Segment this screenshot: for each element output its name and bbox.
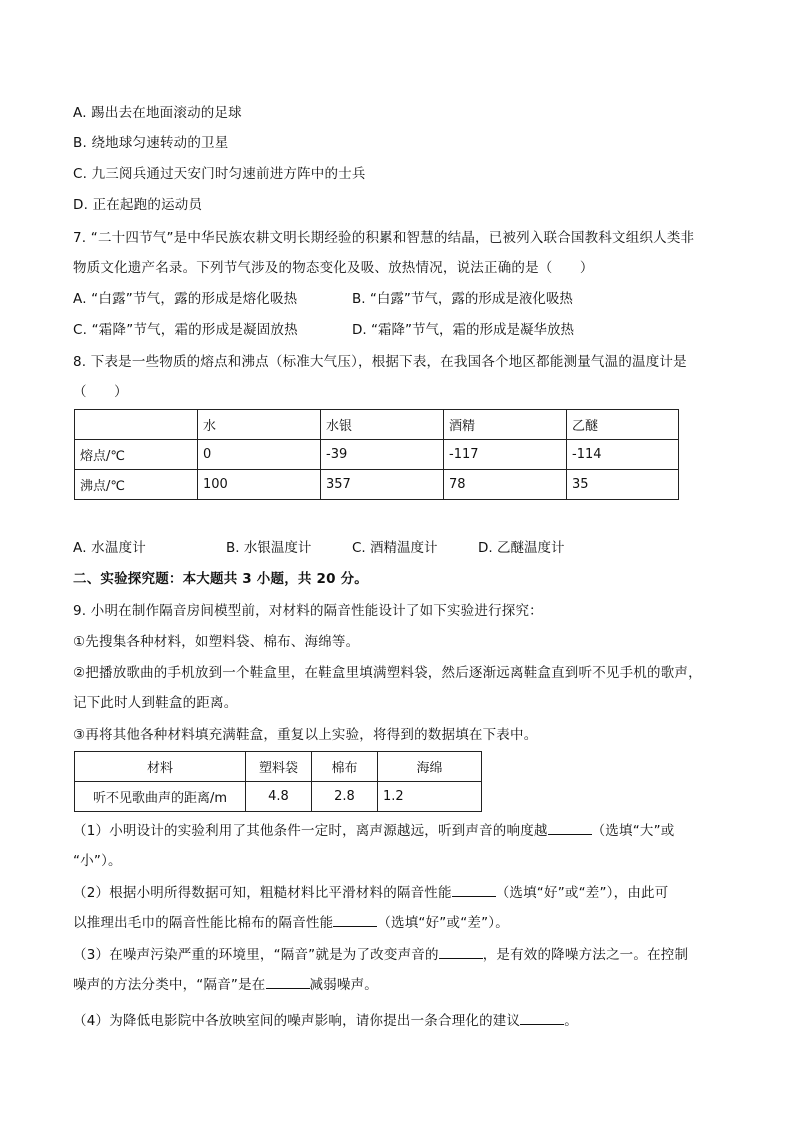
q9-part2-text-d: （选填“好”或“差”）。	[377, 915, 509, 931]
q6-option-b: B. 绕地球匀速转动的卫星	[73, 135, 229, 151]
q9-part1-text-a: （1）小明设计的实验利用了其他条件一定时，离声源越远，听到声音的响度越	[73, 823, 548, 839]
q7-option-d: D. “霜降”节气，霜的形成是凝华放热	[352, 322, 574, 338]
q7-option-c: C. “霜降”节气，霜的形成是凝固放热	[73, 322, 298, 338]
q8-option-d: D. 乙醚温度计	[478, 540, 565, 556]
table-header-row	[75, 752, 482, 782]
table-cell: 海绵	[378, 752, 482, 782]
q6-option-a: A. 踢出去在地面滚动的足球	[73, 105, 242, 121]
q9-part2-line2	[73, 914, 509, 932]
table-cell: 35	[567, 470, 679, 500]
q8-stem-line1: 8. 下表是一些物质的熔点和沸点（标准大气压），根据下表，在我国各个地区都能测量气温的温度计是	[73, 354, 687, 370]
table-cell: 0	[198, 440, 321, 470]
q9-part3-line1	[73, 946, 688, 964]
q9-part4-text-a: （4）为降低电影院中各放映室间的噪声影响，请你提出一条合理化的建议	[73, 1013, 521, 1029]
q9-part4-line1	[73, 1012, 578, 1030]
q9-part3-text-b: ，是有效的降噪方法之一。在控制	[482, 947, 689, 963]
q7-option-a: A. “白露”节气，露的形成是熔化吸热	[73, 291, 298, 307]
q9-part1-line1	[73, 822, 674, 840]
table-cell: 酒精	[444, 410, 567, 440]
table-cell: 水	[198, 410, 321, 440]
answer-blank	[452, 884, 496, 897]
q9-step3: ③再将其他各种材料填充满鞋盒，重复以上实验，将得到的数据填在下表中。	[73, 727, 538, 743]
q9-part4-text-b: 。	[564, 1013, 578, 1029]
q7-option-b: B. “白露”节气，露的形成是液化吸热	[352, 291, 573, 307]
q9-part3-line2	[73, 976, 378, 994]
table-cell: 2.8	[312, 782, 378, 812]
table-cell: 100	[198, 470, 321, 500]
q9-step1: ①先搜集各种材料，如塑料袋、棉布、海绵等。	[73, 634, 360, 650]
q7-stem-line2: 物质文化遗产名录。下列节气涉及的物态变化及吸、放热情况，说法正确的是（ ）	[73, 260, 594, 276]
sound-insulation-table	[74, 751, 482, 812]
table-cell: 水银	[321, 410, 444, 440]
table-cell: 4.8	[246, 782, 312, 812]
q9-part3-text-d: 减弱噪声。	[309, 977, 378, 993]
q6-option-c: C. 九三阅兵通过天安门时匀速前进方阵中的士兵	[73, 166, 366, 182]
table-cell: 357	[321, 470, 444, 500]
table-row	[75, 782, 482, 812]
q9-part3-text-a: （3）在噪声污染严重的环境里，“隔音”就是为了改变声音的	[73, 947, 439, 963]
table-cell: 材料	[75, 752, 246, 782]
q9-step2-line1: ②把播放歌曲的手机放到一个鞋盒里，在鞋盒里填满塑料袋，然后逐渐远离鞋盒直到听不见手机的歌声，	[73, 665, 702, 681]
table-cell: -117	[444, 440, 567, 470]
q9-part1-text-b: （选填“大”或	[591, 823, 675, 839]
table-cell: 沸点/℃	[75, 470, 198, 500]
q8-option-b: B. 水银温度计	[226, 540, 312, 556]
table-cell: 78	[444, 470, 567, 500]
answer-blank	[333, 914, 377, 927]
answer-blank	[439, 946, 483, 959]
table-row	[75, 440, 679, 470]
q9-part2-text-a: （2）根据小明所得数据可知，粗糙材料比平滑材料的隔音性能	[73, 885, 452, 901]
table-cell	[75, 410, 198, 440]
answer-blank	[266, 976, 310, 989]
table-cell: 听不见歌曲声的距离/m	[75, 782, 246, 812]
table-header-row	[75, 410, 679, 440]
q9-intro: 9. 小明在制作隔音房间模型前，对材料的隔音性能设计了如下实验进行探究：	[73, 603, 543, 619]
answer-blank	[520, 1012, 564, 1025]
q6-option-d: D. 正在起跑的运动员	[73, 197, 203, 213]
q9-part3-text-c: 噪声的方法分类中，“隔音”是在	[73, 977, 266, 993]
section-title: 二、实验探究题：本大题共 3 小题，共 20 分。	[73, 571, 368, 587]
q8-option-a: A. 水温度计	[73, 540, 146, 556]
table-cell: -39	[321, 440, 444, 470]
q8-option-c: C. 酒精温度计	[352, 540, 438, 556]
table-cell: 棉布	[312, 752, 378, 782]
table-row	[75, 470, 679, 500]
q9-part1-line2: “小”）。	[73, 853, 122, 869]
table-cell: 乙醚	[567, 410, 679, 440]
table-cell: 熔点/℃	[75, 440, 198, 470]
q9-part2-text-c: 以推理出毛巾的隔音性能比棉布的隔音性能	[73, 915, 334, 931]
melting-boiling-table	[74, 409, 679, 500]
answer-blank	[548, 822, 592, 835]
q9-part2-text-b: （选填“好”或“差”），由此可	[495, 885, 669, 901]
table-cell: 1.2	[378, 782, 482, 812]
q7-stem-line1: 7. “二十四节气”是中华民族农耕文明长期经验的积累和智慧的结晶，已被列入联合国教科文组织人类非	[73, 230, 695, 246]
table-cell: -114	[567, 440, 679, 470]
q8-stem-line2: （ ）	[73, 384, 128, 400]
table-cell: 塑料袋	[246, 752, 312, 782]
q9-part2-line1	[73, 884, 668, 902]
q9-step2-line2: 记下此时人到鞋盒的距离。	[73, 695, 238, 711]
